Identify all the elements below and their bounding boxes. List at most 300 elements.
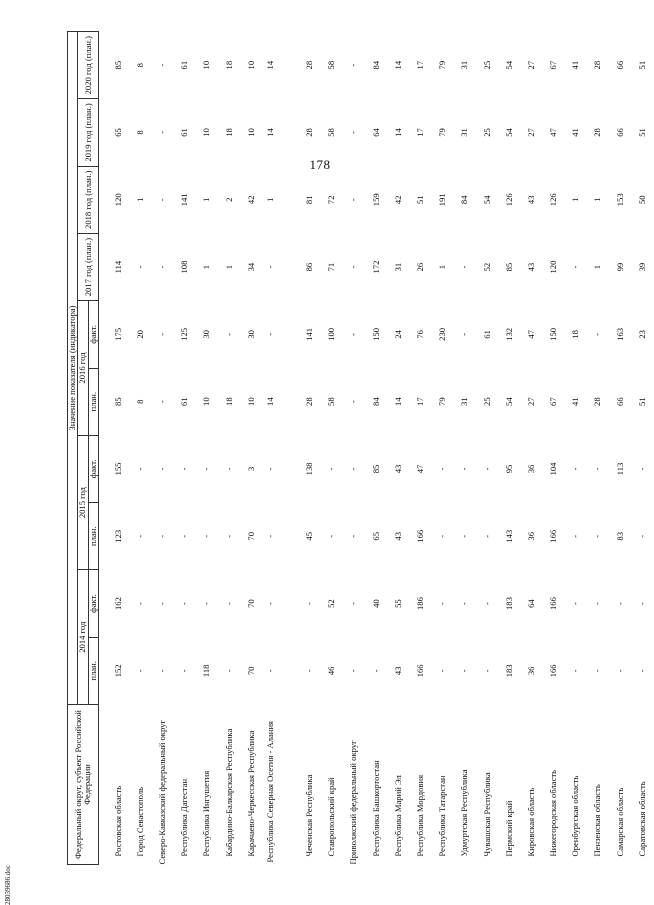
subject-name: Пермский край bbox=[503, 800, 514, 857]
value-cell: 83 bbox=[614, 531, 625, 541]
value-cell: 34 bbox=[245, 262, 256, 272]
value-cell: - bbox=[134, 534, 145, 538]
value-cell: - bbox=[304, 669, 315, 673]
value-cell: 28 bbox=[592, 60, 603, 70]
value-cell: - bbox=[348, 467, 359, 471]
value-cell: - bbox=[326, 534, 337, 538]
value-cell: 95 bbox=[503, 464, 514, 474]
subject-name: Нижегородская область bbox=[548, 769, 559, 857]
subject-name: Чеченская Республика bbox=[304, 774, 315, 857]
value-cell: - bbox=[437, 669, 448, 673]
value-cell: 55 bbox=[392, 599, 403, 608]
value-cell: 71 bbox=[326, 262, 337, 272]
value-cell: - bbox=[348, 669, 359, 673]
value-cell: 17 bbox=[414, 128, 425, 137]
value-cell: - bbox=[134, 669, 145, 673]
value-cell: - bbox=[157, 400, 168, 404]
value-cell: 126 bbox=[548, 193, 559, 207]
value-cell: 39 bbox=[636, 262, 647, 272]
value-cell: - bbox=[437, 602, 448, 605]
value-cell: 85 bbox=[370, 464, 381, 474]
value-cell: 64 bbox=[525, 599, 536, 608]
value-cell: 40 bbox=[370, 599, 381, 608]
value-cell: 66 bbox=[614, 128, 625, 137]
value-cell: 51 bbox=[636, 128, 647, 137]
value-cell: - bbox=[592, 534, 603, 538]
value-cell: - bbox=[179, 467, 190, 471]
value-cell: - bbox=[201, 534, 212, 538]
value-cell: 132 bbox=[503, 327, 514, 341]
table-row bbox=[387, 32, 409, 865]
header-2014: 2014 год bbox=[78, 570, 88, 705]
value-cell: 10 bbox=[245, 397, 256, 406]
value-cell: 85 bbox=[112, 60, 123, 70]
value-cell: 120 bbox=[112, 193, 123, 207]
value-cell: 8 bbox=[134, 63, 145, 68]
indicator-table bbox=[67, 31, 654, 865]
value-cell: 61 bbox=[179, 60, 190, 70]
subject-name: Город Севастополь bbox=[134, 786, 145, 857]
value-cell: - bbox=[157, 63, 168, 67]
value-cell: - bbox=[157, 534, 168, 538]
subject-name: Республика Татарстан bbox=[437, 775, 448, 857]
value-cell: 17 bbox=[414, 60, 425, 70]
value-cell: - bbox=[157, 198, 168, 202]
table-row bbox=[521, 32, 543, 865]
value-cell: - bbox=[223, 467, 234, 471]
value-cell: - bbox=[304, 602, 315, 605]
value-cell: - bbox=[264, 669, 275, 673]
value-cell: 152 bbox=[112, 664, 123, 678]
subject-name: Республика Дагестан bbox=[179, 778, 190, 857]
value-cell: - bbox=[157, 467, 168, 471]
header-2019: 2019 год (план.) bbox=[78, 99, 99, 166]
value-cell: 120 bbox=[548, 260, 559, 274]
value-cell: 26 bbox=[414, 262, 425, 272]
value-cell: - bbox=[348, 332, 359, 336]
header-subject: Федеральный округ, субъект Российской Федерации bbox=[68, 705, 99, 865]
value-cell: 70 bbox=[245, 599, 256, 608]
value-cell: 1 bbox=[264, 197, 275, 202]
value-cell: 52 bbox=[326, 599, 337, 608]
value-cell: - bbox=[459, 467, 470, 471]
subject-name: Приволжский федеральный округ bbox=[348, 740, 359, 865]
value-cell: 10 bbox=[201, 128, 212, 137]
value-cell: 166 bbox=[548, 597, 559, 610]
table-row bbox=[609, 32, 631, 865]
value-cell: - bbox=[481, 669, 492, 673]
value-cell: 67 bbox=[548, 397, 559, 406]
value-cell: - bbox=[223, 534, 234, 538]
value-cell: 25 bbox=[481, 128, 492, 137]
value-cell: 1 bbox=[201, 264, 212, 270]
value-cell: - bbox=[134, 467, 145, 471]
value-cell: 183 bbox=[503, 664, 514, 678]
value-cell: 1 bbox=[437, 264, 448, 270]
value-cell: 31 bbox=[459, 397, 470, 406]
value-cell: 14 bbox=[264, 397, 275, 406]
value-cell: - bbox=[134, 602, 145, 605]
value-cell: 50 bbox=[636, 195, 647, 205]
value-cell: - bbox=[592, 669, 603, 673]
header-2015: 2015 год bbox=[78, 435, 88, 570]
value-cell: 31 bbox=[392, 262, 403, 272]
value-cell: 72 bbox=[326, 195, 337, 205]
value-cell: - bbox=[636, 602, 647, 605]
value-cell: - bbox=[592, 332, 603, 336]
table-row bbox=[152, 32, 174, 865]
value-cell: 65 bbox=[112, 128, 123, 137]
value-cell: 1 bbox=[592, 264, 603, 270]
value-cell: 123 bbox=[112, 529, 123, 543]
value-cell: 42 bbox=[392, 195, 403, 205]
value-cell: 1 bbox=[134, 197, 145, 202]
table-row bbox=[454, 32, 476, 865]
value-cell: 104 bbox=[548, 462, 559, 476]
value-cell: 58 bbox=[326, 397, 337, 406]
value-cell: 79 bbox=[437, 397, 448, 406]
value-cell: 45 bbox=[304, 531, 315, 541]
value-cell: - bbox=[348, 198, 359, 202]
table-header bbox=[68, 32, 99, 865]
table-row bbox=[299, 32, 321, 865]
value-cell: - bbox=[179, 669, 190, 673]
value-cell: 47 bbox=[548, 128, 559, 137]
value-cell: 36 bbox=[525, 464, 536, 474]
subject-name: Самарская область bbox=[614, 787, 625, 857]
value-cell: 54 bbox=[503, 397, 514, 406]
value-cell: - bbox=[636, 534, 647, 538]
subject-name: Ростовская область bbox=[112, 785, 123, 857]
value-cell: 85 bbox=[112, 397, 123, 406]
value-cell: - bbox=[348, 63, 359, 67]
value-cell: 99 bbox=[614, 262, 625, 272]
table-row bbox=[587, 32, 609, 865]
value-cell: - bbox=[157, 669, 168, 673]
subject-name: Республика Башкортостан bbox=[370, 760, 381, 857]
value-cell: 36 bbox=[525, 666, 536, 676]
value-cell: - bbox=[157, 265, 168, 269]
subject-name: Республика Мордовия bbox=[414, 774, 425, 857]
value-cell: 54 bbox=[503, 60, 514, 70]
value-cell: - bbox=[348, 131, 359, 134]
table-row bbox=[218, 32, 240, 865]
value-cell: 8 bbox=[134, 130, 145, 135]
value-cell: 14 bbox=[392, 60, 403, 70]
value-cell: 2 bbox=[223, 197, 234, 202]
table-row bbox=[410, 32, 432, 865]
value-cell: 58 bbox=[326, 128, 337, 137]
value-cell: 1 bbox=[223, 264, 234, 270]
subject-name: Саратовская область bbox=[636, 781, 647, 857]
value-cell: 175 bbox=[112, 327, 123, 341]
value-cell: - bbox=[592, 467, 603, 471]
value-cell: 166 bbox=[548, 664, 559, 678]
value-cell: - bbox=[326, 467, 337, 471]
value-cell: - bbox=[348, 534, 359, 538]
table-row bbox=[321, 32, 343, 865]
value-cell: 58 bbox=[326, 60, 337, 70]
subject-name: Республика Ингушетия bbox=[201, 770, 212, 857]
value-cell: 42 bbox=[245, 195, 256, 205]
header-2020: 2020 год (план.) bbox=[78, 32, 99, 99]
value-cell: - bbox=[592, 602, 603, 605]
value-cell: - bbox=[348, 400, 359, 404]
value-cell: 118 bbox=[201, 664, 212, 678]
value-cell: 114 bbox=[112, 260, 123, 274]
value-cell: - bbox=[570, 602, 581, 605]
value-cell: - bbox=[223, 669, 234, 673]
value-cell: 3 bbox=[245, 466, 256, 472]
table-row bbox=[543, 32, 565, 865]
value-cell: - bbox=[223, 602, 234, 605]
table-row bbox=[196, 32, 218, 865]
value-cell: 61 bbox=[481, 330, 492, 339]
value-cell: 14 bbox=[264, 128, 275, 137]
value-cell: 43 bbox=[392, 531, 403, 541]
value-cell: 27 bbox=[525, 397, 536, 406]
value-cell: - bbox=[481, 602, 492, 605]
value-cell: 14 bbox=[392, 128, 403, 137]
value-cell: 54 bbox=[503, 128, 514, 137]
value-cell: - bbox=[264, 602, 275, 605]
value-cell: - bbox=[570, 669, 581, 673]
value-cell: 138 bbox=[304, 462, 315, 476]
value-cell: 43 bbox=[525, 195, 536, 205]
subject-name: Карачаево-Черкесская Республика bbox=[245, 730, 256, 857]
value-cell: 43 bbox=[392, 464, 403, 474]
value-cell: 14 bbox=[264, 60, 275, 70]
value-cell: 66 bbox=[614, 397, 625, 406]
value-cell: 159 bbox=[370, 193, 381, 207]
subject-name: Республика Северная Осетия - Алания bbox=[264, 721, 275, 863]
table-row bbox=[263, 32, 299, 865]
value-cell: 18 bbox=[223, 128, 234, 137]
subject-name: Ставропольский край bbox=[326, 777, 337, 857]
value-cell: - bbox=[179, 534, 190, 538]
value-cell: 17 bbox=[414, 397, 425, 406]
value-cell: 52 bbox=[481, 262, 492, 272]
value-cell: - bbox=[481, 467, 492, 471]
value-cell: 141 bbox=[179, 193, 190, 207]
value-cell: - bbox=[459, 602, 470, 605]
value-cell: 155 bbox=[112, 462, 123, 476]
value-cell: 84 bbox=[370, 397, 381, 406]
value-cell: 70 bbox=[245, 666, 256, 676]
value-cell: 61 bbox=[179, 397, 190, 406]
table-row bbox=[631, 32, 653, 865]
value-cell: 54 bbox=[481, 195, 492, 205]
value-cell: 67 bbox=[548, 60, 559, 70]
value-cell: 150 bbox=[548, 327, 559, 341]
table-row bbox=[174, 32, 196, 865]
value-cell: 28 bbox=[304, 60, 315, 70]
value-cell: 41 bbox=[570, 60, 581, 70]
value-cell: - bbox=[134, 265, 145, 269]
value-cell: 8 bbox=[134, 399, 145, 404]
value-cell: - bbox=[459, 534, 470, 538]
table-body bbox=[99, 32, 654, 865]
footer-filename: 28039686.doc bbox=[4, 865, 12, 905]
value-cell: 47 bbox=[414, 464, 425, 474]
page-number: 178 bbox=[309, 157, 331, 172]
value-cell: 183 bbox=[503, 597, 514, 610]
value-cell: 31 bbox=[459, 128, 470, 137]
value-cell: 36 bbox=[525, 531, 536, 541]
value-cell: - bbox=[201, 467, 212, 471]
value-cell: 43 bbox=[525, 262, 536, 272]
value-cell: 79 bbox=[437, 60, 448, 70]
subject-name: Пензенская область bbox=[592, 784, 603, 857]
value-cell: 10 bbox=[201, 397, 212, 406]
value-cell: 18 bbox=[223, 397, 234, 406]
table-row bbox=[432, 32, 454, 865]
header-2016-fact: факт. bbox=[88, 301, 98, 368]
value-cell: 1 bbox=[570, 197, 581, 202]
value-cell: 18 bbox=[223, 60, 234, 70]
value-cell: - bbox=[636, 467, 647, 471]
value-cell: 163 bbox=[614, 327, 625, 341]
value-cell: - bbox=[264, 534, 275, 538]
value-cell: 51 bbox=[414, 195, 425, 205]
value-cell: - bbox=[570, 265, 581, 269]
value-cell: 25 bbox=[481, 60, 492, 70]
header-2016: 2016 год bbox=[78, 301, 88, 436]
value-cell: 76 bbox=[414, 330, 425, 339]
value-cell: 30 bbox=[201, 330, 212, 339]
value-cell: 14 bbox=[392, 397, 403, 406]
value-cell: - bbox=[614, 602, 625, 605]
value-cell: 51 bbox=[636, 397, 647, 406]
value-cell: - bbox=[459, 265, 470, 269]
value-cell: 86 bbox=[304, 262, 315, 272]
value-cell: 1 bbox=[201, 197, 212, 202]
value-cell: 162 bbox=[112, 597, 123, 610]
value-cell: - bbox=[437, 467, 448, 471]
value-cell: 10 bbox=[201, 60, 212, 70]
value-cell: 10 bbox=[245, 128, 256, 137]
value-cell: - bbox=[201, 602, 212, 605]
rotated-table-container bbox=[67, 31, 647, 865]
value-cell: 66 bbox=[614, 60, 625, 70]
value-cell: 100 bbox=[326, 327, 337, 341]
value-cell: - bbox=[481, 534, 492, 538]
value-cell: 25 bbox=[481, 397, 492, 406]
value-cell: - bbox=[348, 265, 359, 269]
table-row bbox=[130, 32, 152, 865]
table-row bbox=[565, 32, 587, 865]
subject-name: Кабардино-Балкарская Республика bbox=[223, 728, 234, 857]
value-cell: - bbox=[157, 131, 168, 134]
value-cell: 150 bbox=[370, 327, 381, 341]
value-cell: 70 bbox=[245, 531, 256, 541]
value-cell: - bbox=[459, 332, 470, 336]
value-cell: - bbox=[437, 534, 448, 538]
value-cell: 28 bbox=[592, 128, 603, 137]
value-cell: 153 bbox=[614, 193, 625, 207]
value-cell: 43 bbox=[392, 666, 403, 676]
value-cell: 41 bbox=[570, 397, 581, 406]
value-cell: 51 bbox=[636, 60, 647, 70]
value-cell: 166 bbox=[548, 529, 559, 543]
value-cell: 166 bbox=[414, 529, 425, 543]
value-cell: 81 bbox=[304, 195, 315, 205]
value-cell: 24 bbox=[392, 330, 403, 339]
value-cell: - bbox=[370, 669, 381, 673]
value-cell: 10 bbox=[245, 60, 256, 70]
header-2014-fact: факт. bbox=[88, 570, 98, 637]
subject-name: Кировская область bbox=[525, 787, 536, 857]
value-cell: - bbox=[264, 467, 275, 471]
value-cell: - bbox=[264, 265, 275, 269]
table-row bbox=[365, 32, 387, 865]
value-cell: - bbox=[570, 467, 581, 471]
value-cell: 46 bbox=[326, 666, 337, 676]
subject-name: Республика Марий Эл bbox=[392, 775, 403, 857]
value-cell: 41 bbox=[570, 128, 581, 137]
value-cell: - bbox=[614, 669, 625, 673]
value-cell: 191 bbox=[437, 193, 448, 207]
value-cell: 85 bbox=[503, 262, 514, 272]
value-cell: 23 bbox=[636, 330, 647, 339]
value-cell: 65 bbox=[370, 531, 381, 541]
value-cell: 79 bbox=[437, 128, 448, 137]
value-cell: 28 bbox=[304, 128, 315, 137]
value-cell: 84 bbox=[459, 195, 470, 205]
subject-name: Удмуртская Республика bbox=[459, 769, 470, 857]
value-cell: 28 bbox=[304, 397, 315, 406]
value-cell: - bbox=[636, 669, 647, 673]
subject-name: Чувашская Республика bbox=[481, 772, 492, 857]
value-cell: 47 bbox=[525, 330, 536, 339]
value-cell: - bbox=[179, 602, 190, 605]
table-row bbox=[476, 32, 498, 865]
header-2014-plan: план. bbox=[88, 637, 98, 704]
value-cell: 143 bbox=[503, 529, 514, 543]
table-row bbox=[498, 32, 520, 865]
value-cell: 28 bbox=[592, 397, 603, 406]
value-cell: 166 bbox=[414, 664, 425, 678]
table-row bbox=[99, 32, 130, 865]
value-cell: 172 bbox=[370, 260, 381, 274]
value-cell: 126 bbox=[503, 193, 514, 207]
header-2017: 2017 год (план.) bbox=[78, 233, 99, 300]
value-cell: - bbox=[570, 534, 581, 538]
value-cell: 186 bbox=[414, 597, 425, 610]
value-cell: 1 bbox=[592, 197, 603, 202]
value-cell: - bbox=[157, 602, 168, 605]
value-cell: 31 bbox=[459, 60, 470, 70]
value-cell: 61 bbox=[179, 128, 190, 137]
value-cell: 108 bbox=[179, 260, 190, 274]
subject-name: Оренбургская область bbox=[570, 775, 581, 857]
value-cell: - bbox=[264, 332, 275, 336]
value-cell: - bbox=[223, 332, 234, 336]
value-cell: 125 bbox=[179, 327, 190, 341]
value-cell: 84 bbox=[370, 60, 381, 70]
value-cell: 113 bbox=[614, 462, 625, 476]
header-2015-fact: факт. bbox=[88, 435, 98, 502]
value-cell: - bbox=[157, 332, 168, 336]
value-cell: - bbox=[348, 602, 359, 605]
value-cell: 64 bbox=[370, 128, 381, 137]
value-cell: 18 bbox=[570, 330, 581, 339]
header-2015-plan: план. bbox=[88, 503, 98, 570]
subject-name: Северо-Кавказский федеральный округ bbox=[157, 720, 168, 865]
value-cell: 27 bbox=[525, 128, 536, 137]
header-2016-plan: план. bbox=[88, 368, 98, 435]
value-cell: 141 bbox=[304, 327, 315, 341]
